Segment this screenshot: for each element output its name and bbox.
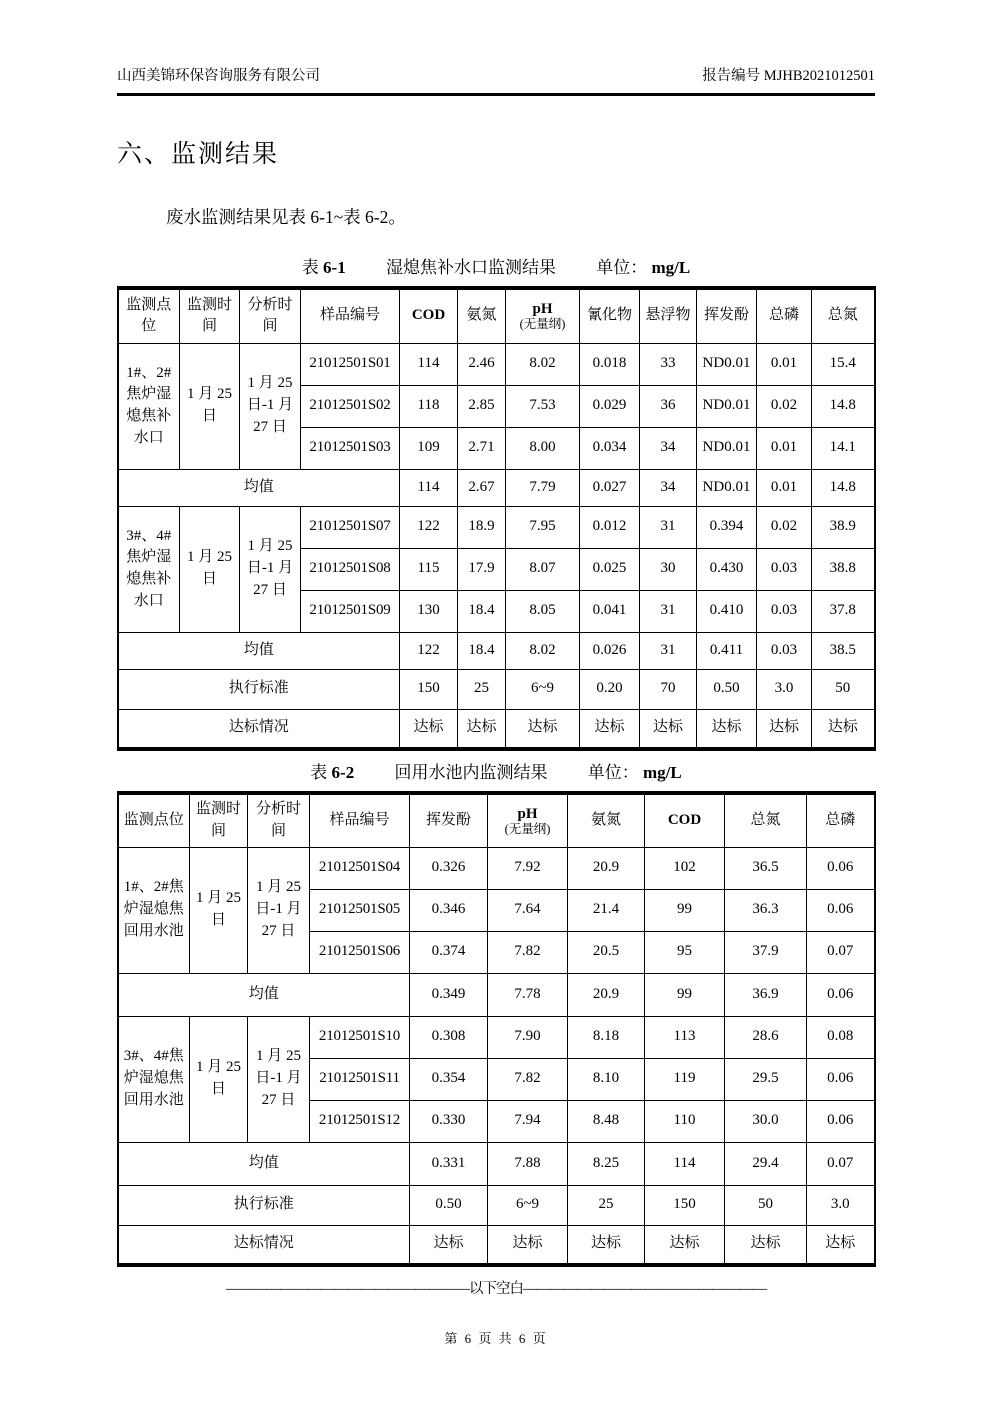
cell: 0.330 [410, 1100, 488, 1142]
section-title: 六、监测结果 [117, 141, 280, 168]
cell: 36.9 [725, 973, 807, 1016]
cell: 0.01 [757, 469, 812, 506]
cell: 18.9 [458, 506, 506, 548]
cell: 7.88 [488, 1142, 568, 1185]
cell: 7.79 [506, 469, 580, 506]
analysis-time-cell: 1 月 25 日-1 月 27 日 [240, 343, 301, 469]
sample-id-cell: 21012501S01 [301, 343, 400, 385]
cell: 0.06 [807, 1100, 875, 1142]
cell: 0.027 [580, 469, 640, 506]
col-header: 分析时间 [240, 288, 301, 343]
sample-id-cell: 21012501S11 [310, 1058, 410, 1100]
table-6-2 [117, 791, 876, 1267]
cell: 110 [645, 1100, 725, 1142]
ph-sub-label: (无量纲) [519, 317, 566, 332]
caption-label: 表 [301, 258, 319, 277]
cell: 达标 [640, 709, 697, 749]
caption-number: 6-2 [331, 763, 355, 782]
cell: 122 [400, 506, 458, 548]
table-6-1 [117, 286, 876, 751]
cell: 30.0 [725, 1100, 807, 1142]
caption-unit-label: 单位： [596, 258, 648, 277]
cell: 18.4 [458, 632, 506, 669]
col-header: 总磷 [757, 288, 812, 343]
table-row [118, 506, 875, 548]
cell: 95 [645, 931, 725, 973]
cell: 38.5 [812, 632, 875, 669]
standard-label-cell: 执行标准 [118, 1185, 410, 1225]
cell: 7.82 [488, 1058, 568, 1100]
table-row [118, 847, 875, 889]
cell: 0.03 [757, 632, 812, 669]
cell: 0.02 [757, 506, 812, 548]
caption-title: 湿熄焦补水口监测结果 [385, 258, 556, 277]
site-cell: 1#、2#焦炉湿熄焦回用水池 [118, 847, 190, 973]
site-cell: 1#、2#焦炉湿熄焦补水口 [118, 343, 180, 469]
sample-time-cell: 1 月 25 日 [180, 506, 240, 632]
intro-paragraph: 废水监测结果见表 6-1~表 6-2。 [166, 207, 406, 227]
cell: 0.349 [410, 973, 488, 1016]
cell: 0.018 [580, 343, 640, 385]
cell: 8.05 [506, 590, 580, 632]
cell: 14.1 [812, 427, 875, 469]
compliance-row [118, 1225, 875, 1265]
cell: 33 [640, 343, 697, 385]
cell: ND0.01 [697, 469, 757, 506]
cell: 0.346 [410, 889, 488, 931]
cell: 36 [640, 385, 697, 427]
cell: 21.4 [568, 889, 645, 931]
sample-id-cell: 21012501S04 [310, 847, 410, 889]
sample-id-cell: 21012501S03 [301, 427, 400, 469]
cell: 0.025 [580, 548, 640, 590]
cell: 114 [400, 343, 458, 385]
cell: 36.5 [725, 847, 807, 889]
cell: 34 [640, 469, 697, 506]
cell: 31 [640, 590, 697, 632]
cell: 达标 [506, 709, 580, 749]
col-header: COD [645, 793, 725, 847]
cell: 0.02 [757, 385, 812, 427]
cell: 达标 [580, 709, 640, 749]
cell: 7.64 [488, 889, 568, 931]
caption-title: 回用水池内监测结果 [394, 763, 548, 782]
compliance-row [118, 709, 875, 749]
cell: 25 [458, 669, 506, 709]
mean-label-cell: 均值 [118, 632, 400, 669]
cell: 34 [640, 427, 697, 469]
cell: ND0.01 [697, 385, 757, 427]
cell: 0.394 [697, 506, 757, 548]
standard-row [118, 1185, 875, 1225]
cell: 7.95 [506, 506, 580, 548]
cell: 102 [645, 847, 725, 889]
cell: 6~9 [488, 1185, 568, 1225]
col-header: 总磷 [807, 793, 875, 847]
cell: 50 [812, 669, 875, 709]
cell: 达标 [725, 1225, 807, 1265]
cell: 150 [645, 1185, 725, 1225]
standard-row [118, 669, 875, 709]
cell: 130 [400, 590, 458, 632]
cell: 0.08 [807, 1016, 875, 1058]
cell: 8.25 [568, 1142, 645, 1185]
caption-number: 6-1 [323, 258, 346, 277]
ph-label: pH [517, 805, 538, 822]
mean-row [118, 1142, 875, 1185]
col-header: 监测时间 [180, 288, 240, 343]
col-header: 氰化物 [580, 288, 640, 343]
cell: 0.034 [580, 427, 640, 469]
cell: 0.06 [807, 889, 875, 931]
cell: 0.430 [697, 548, 757, 590]
col-header: 样品编号 [301, 288, 400, 343]
table-row [118, 343, 875, 385]
sample-id-cell: 21012501S09 [301, 590, 400, 632]
sample-id-cell: 21012501S05 [310, 889, 410, 931]
analysis-time-cell: 1 月 25 日-1 月 27 日 [248, 1016, 310, 1142]
col-header-ph [488, 793, 568, 847]
caption-unit-label: 单位： [587, 763, 639, 782]
sample-id-cell: 21012501S10 [310, 1016, 410, 1058]
col-header: 监测点位 [118, 793, 190, 847]
cell: 99 [645, 889, 725, 931]
mean-label-cell: 均值 [118, 973, 410, 1016]
cell: 0.026 [580, 632, 640, 669]
cell: 7.78 [488, 973, 568, 1016]
cell: 0.01 [757, 427, 812, 469]
cell: 31 [640, 506, 697, 548]
cell: 37.8 [812, 590, 875, 632]
cell: 7.82 [488, 931, 568, 973]
ph-sub-label: (无量纲) [504, 821, 551, 836]
sample-time-cell: 1 月 25 日 [190, 1016, 248, 1142]
sample-id-cell: 21012501S08 [301, 548, 400, 590]
cell: 0.354 [410, 1058, 488, 1100]
cell: 0.06 [807, 847, 875, 889]
col-header: 氨氮 [458, 288, 506, 343]
company-name: 山西美锦环保咨询服务有限公司 [117, 68, 320, 84]
cell: 8.07 [506, 548, 580, 590]
cell: 20.5 [568, 931, 645, 973]
document-header [117, 0, 875, 96]
mean-label-cell: 均值 [118, 1142, 410, 1185]
cell: 37.9 [725, 931, 807, 973]
cell: 118 [400, 385, 458, 427]
cell: 29.4 [725, 1142, 807, 1185]
cell: 122 [400, 632, 458, 669]
cell: 8.10 [568, 1058, 645, 1100]
col-header: 悬浮物 [640, 288, 697, 343]
sample-time-cell: 1 月 25 日 [180, 343, 240, 469]
site-cell: 3#、4#焦炉湿熄焦补水口 [118, 506, 180, 632]
cell: 50 [725, 1185, 807, 1225]
cell: 0.07 [807, 931, 875, 973]
cell: 达标 [807, 1225, 875, 1265]
cell: 17.9 [458, 548, 506, 590]
cell: 115 [400, 548, 458, 590]
cell: 0.06 [807, 973, 875, 1016]
ph-label: pH [532, 301, 553, 318]
cell: 14.8 [812, 385, 875, 427]
cell: 达标 [697, 709, 757, 749]
col-header: 氨氮 [568, 793, 645, 847]
compliance-label-cell: 达标情况 [118, 709, 400, 749]
caption-label: 表 [310, 763, 328, 782]
cell: 达标 [568, 1225, 645, 1265]
standard-label-cell: 执行标准 [118, 669, 400, 709]
mean-row [118, 973, 875, 1016]
cell: 7.92 [488, 847, 568, 889]
blank-below-marker: ——————————————————以下空白—————————————————— [226, 1281, 766, 1297]
cell: 达标 [812, 709, 875, 749]
cell: 0.50 [410, 1185, 488, 1225]
cell: 109 [400, 427, 458, 469]
cell: 18.4 [458, 590, 506, 632]
cell: 0.410 [697, 590, 757, 632]
cell: 达标 [458, 709, 506, 749]
sample-id-cell: 21012501S06 [310, 931, 410, 973]
cell: 3.0 [807, 1185, 875, 1225]
cell: 0.06 [807, 1058, 875, 1100]
cell: 0.331 [410, 1142, 488, 1185]
cell: 28.6 [725, 1016, 807, 1058]
cell: ND0.01 [697, 343, 757, 385]
cell: 3.0 [757, 669, 812, 709]
cell: 达标 [488, 1225, 568, 1265]
cell: 30 [640, 548, 697, 590]
cell: 8.48 [568, 1100, 645, 1142]
cell: 6~9 [506, 669, 580, 709]
table-6-2-caption [117, 758, 875, 783]
analysis-time-cell: 1 月 25 日-1 月 27 日 [248, 847, 310, 973]
cell: 2.67 [458, 469, 506, 506]
cell: 0.029 [580, 385, 640, 427]
cell: 0.012 [580, 506, 640, 548]
cell: 29.5 [725, 1058, 807, 1100]
cell: 0.01 [757, 343, 812, 385]
cell: 20.9 [568, 973, 645, 1016]
cell: ND0.01 [697, 427, 757, 469]
table-header-row [118, 288, 875, 343]
cell: 2.85 [458, 385, 506, 427]
mean-label-cell: 均值 [118, 469, 400, 506]
cell: 113 [645, 1016, 725, 1058]
page-number: 第 6 页 共 6 页 [444, 1331, 548, 1346]
cell: 114 [645, 1142, 725, 1185]
cell: 0.50 [697, 669, 757, 709]
mean-row [118, 469, 875, 506]
cell: 0.374 [410, 931, 488, 973]
col-header: 监测时间 [190, 793, 248, 847]
cell: 114 [400, 469, 458, 506]
cell: 8.00 [506, 427, 580, 469]
cell: 7.94 [488, 1100, 568, 1142]
cell: 2.71 [458, 427, 506, 469]
cell: 2.46 [458, 343, 506, 385]
cell: 达标 [757, 709, 812, 749]
cell: 0.411 [697, 632, 757, 669]
table-header-row [118, 793, 875, 847]
caption-unit: mg/L [651, 258, 691, 277]
compliance-label-cell: 达标情况 [118, 1225, 410, 1265]
cell: 14.8 [812, 469, 875, 506]
cell: 0.041 [580, 590, 640, 632]
cell: 达标 [410, 1225, 488, 1265]
caption-unit: mg/L [642, 763, 682, 782]
cell: 36.3 [725, 889, 807, 931]
cell: 150 [400, 669, 458, 709]
table-row [118, 1016, 875, 1058]
sample-id-cell: 21012501S02 [301, 385, 400, 427]
analysis-time-cell: 1 月 25 日-1 月 27 日 [240, 506, 301, 632]
cell: 0.308 [410, 1016, 488, 1058]
cell: 25 [568, 1185, 645, 1225]
sample-id-cell: 21012501S07 [301, 506, 400, 548]
col-header: 总氮 [812, 288, 875, 343]
cell: 15.4 [812, 343, 875, 385]
cell: 31 [640, 632, 697, 669]
report-number: 报告编号 MJHB2021012501 [702, 68, 875, 84]
col-header: 挥发酚 [697, 288, 757, 343]
site-cell: 3#、4#焦炉湿熄焦回用水池 [118, 1016, 190, 1142]
cell: 0.07 [807, 1142, 875, 1185]
cell: 20.9 [568, 847, 645, 889]
col-header: COD [400, 288, 458, 343]
mean-row [118, 632, 875, 669]
col-header: 挥发酚 [410, 793, 488, 847]
cell: 8.02 [506, 343, 580, 385]
cell: 0.03 [757, 548, 812, 590]
col-header: 样品编号 [310, 793, 410, 847]
col-header: 总氮 [725, 793, 807, 847]
sample-id-cell: 21012501S12 [310, 1100, 410, 1142]
cell: 70 [640, 669, 697, 709]
cell: 达标 [645, 1225, 725, 1265]
cell: 0.326 [410, 847, 488, 889]
cell: 99 [645, 973, 725, 1016]
cell: 38.9 [812, 506, 875, 548]
cell: 0.03 [757, 590, 812, 632]
col-header: 分析时间 [248, 793, 310, 847]
cell: 7.53 [506, 385, 580, 427]
cell: 达标 [400, 709, 458, 749]
table-6-1-caption [117, 253, 875, 278]
cell: 0.20 [580, 669, 640, 709]
col-header: 监测点位 [118, 288, 180, 343]
col-header-ph [506, 288, 580, 343]
cell: 8.18 [568, 1016, 645, 1058]
cell: 7.90 [488, 1016, 568, 1058]
cell: 38.8 [812, 548, 875, 590]
cell: 8.02 [506, 632, 580, 669]
cell: 119 [645, 1058, 725, 1100]
sample-time-cell: 1 月 25 日 [190, 847, 248, 973]
